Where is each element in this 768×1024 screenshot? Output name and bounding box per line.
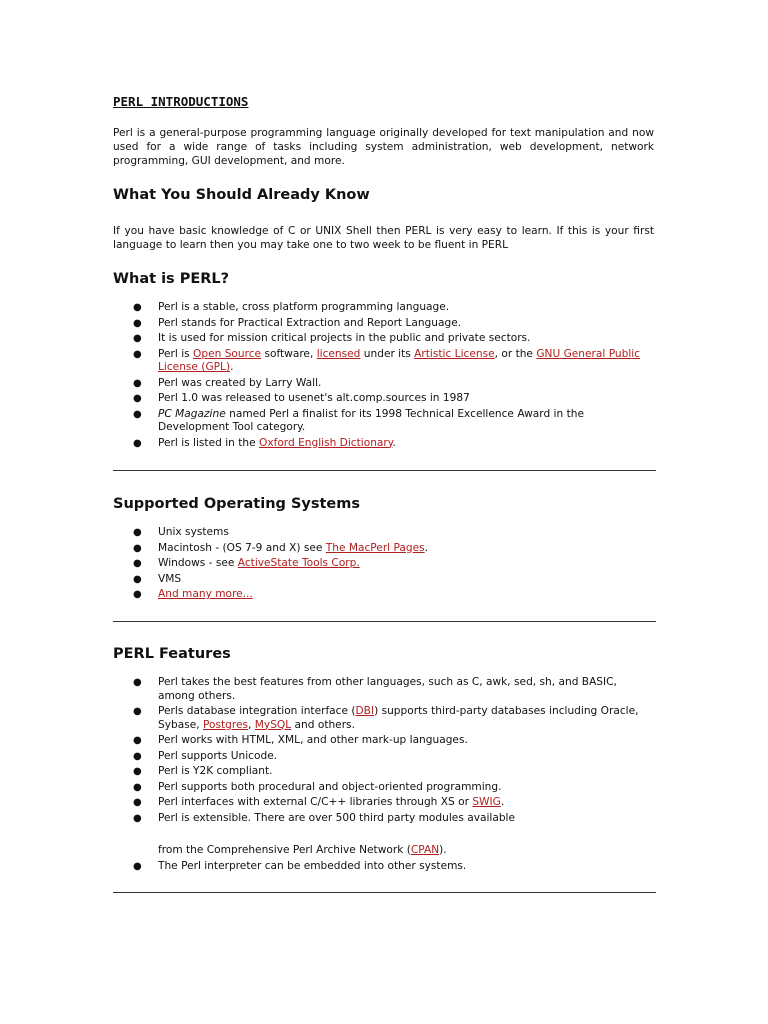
list-item: ● Perl is Open Source software, licensed under its Artistic License, or the GNU General Public License (GPL). [133, 347, 641, 373]
bullet-icon: ● [133, 542, 142, 554]
heading-perl-features: PERL Features [113, 646, 231, 662]
list-item: ● Perl takes the best features from other languages, such as C, awk, sed, sh, and BASIC, among others. [133, 676, 617, 702]
heading-already-know: What You Should Already Know [113, 187, 370, 203]
list-item: ● Perl works with HTML, XML, and other mark-up languages. [133, 734, 468, 746]
list-item-continuation: from the Comprehensive Perl Archive Network (CPAN). [158, 844, 447, 856]
divider [113, 892, 656, 893]
list-item: ● Perl interfaces with external C/C++ libraries through XS or SWIG. [133, 796, 505, 808]
link-cpan[interactable]: CPAN [410, 844, 440, 856]
list-item: ● Perl was created by Larry Wall. [133, 376, 322, 389]
heading-what-is-perl: What is PERL? [113, 271, 230, 287]
link-oxford-dictionary[interactable]: Oxford English Dictionary [258, 436, 393, 449]
divider [113, 621, 656, 622]
bullet-icon: ● [133, 812, 142, 824]
list-item [113, 588, 654, 602]
bullet-icon: ● [133, 348, 142, 360]
bullet-icon: ● [133, 735, 142, 746]
link-dbi[interactable]: DBI [355, 705, 375, 717]
bullet-icon: ● [133, 377, 142, 389]
list-item: ● It is used for mission critical projects in the public and private sectors. [133, 332, 531, 344]
document-title: PERL INTRODUCTIONS [113, 94, 249, 109]
list-item: ● Perl is a stable, cross platform programming language. [133, 301, 450, 313]
bullet-icon: ● [133, 558, 142, 569]
bullet-icon: ● [133, 860, 142, 872]
link-activestate[interactable]: ActiveState Tools Corp. [237, 557, 360, 569]
list-item: ● Unix systems [133, 526, 229, 538]
bullet-icon: ● [133, 408, 142, 420]
bullet-icon: ● [133, 393, 142, 404]
link-postgres[interactable]: Postgres [202, 718, 249, 731]
list-item: ● Perl supports Unicode. [133, 749, 278, 762]
bullet-icon: ● [133, 797, 142, 808]
perl-features-list [113, 676, 654, 875]
list-item: ● Macintosh - (OS 7-9 and X) see The MacPerl Pages. [133, 541, 429, 554]
list-item: ● Perl is listed in the Oxford English Dictionary. [133, 436, 396, 449]
list-item: ● Perl is Y2K compliant. [133, 765, 273, 777]
link-many-more[interactable]: And many more... [158, 588, 253, 600]
link-macperl-pages[interactable]: The MacPerl Pages [325, 541, 425, 554]
bullet-icon: ● [133, 527, 142, 538]
bullet-icon: ● [133, 750, 142, 762]
bullet-icon: ● [133, 573, 142, 585]
link-gnu-gpl[interactable]: GNU General Public License (GPL) [158, 347, 641, 373]
list-item: ● Perls database integration interface (DBI) supports third-party databases including Oracle, Sybase, Postgres, MySQL and others. [133, 705, 639, 731]
link-mysql[interactable]: MySQL [254, 718, 292, 731]
bullet-icon: ● [133, 589, 142, 600]
bullet-icon: ● [133, 317, 142, 329]
bullet-icon: ● [133, 781, 142, 793]
bullet-icon: ● [133, 766, 142, 777]
bullet-icon: ● [133, 677, 142, 688]
supported-os-list [113, 526, 654, 604]
list-item: ● Windows - see ActiveState Tools Corp. [133, 557, 360, 569]
list-item: ● VMS [133, 572, 182, 585]
divider [113, 470, 656, 471]
list-item: ● Perl is extensible. There are over 500 third party modules available [133, 811, 516, 824]
link-licensed[interactable]: licensed [316, 347, 361, 360]
bullet-icon: ● [133, 302, 142, 313]
what-is-perl-list [113, 301, 654, 452]
link-swig[interactable]: SWIG [472, 796, 501, 808]
link-open-source[interactable]: Open Source [193, 347, 262, 360]
bullet-icon: ● [133, 437, 142, 449]
list-item: ● Perl supports both procedural and object-oriented programming. [133, 780, 502, 793]
list-item: ● PC Magazine named Perl a finalist for its 1998 Technical Excellence Award in the Development Tool category. [133, 407, 584, 433]
already-know-paragraph: If you have basic knowledge of C or UNIX Shell then PERL is very easy to learn. If this is your first language to learn then you may take one to two week to be fluent in PERL [113, 225, 654, 251]
list-item: ● The Perl interpreter can be embedded into other systems. [133, 859, 467, 872]
bullet-icon: ● [133, 333, 142, 344]
list-item: ● Perl stands for Practical Extraction and Report Language. [133, 316, 462, 329]
intro-paragraph: Perl is a general-purpose programming language originally developed for text manipulation and now used for a wide range of tasks including system administration, web development, network programming, GUI development, and more. [113, 127, 654, 167]
heading-supported-os: Supported Operating Systems [113, 496, 360, 512]
link-artistic-license[interactable]: Artistic License [414, 347, 495, 360]
list-item: ● Perl 1.0 was released to usenet's alt.comp.sources in 1987 [133, 392, 470, 404]
bullet-icon: ● [133, 706, 142, 717]
